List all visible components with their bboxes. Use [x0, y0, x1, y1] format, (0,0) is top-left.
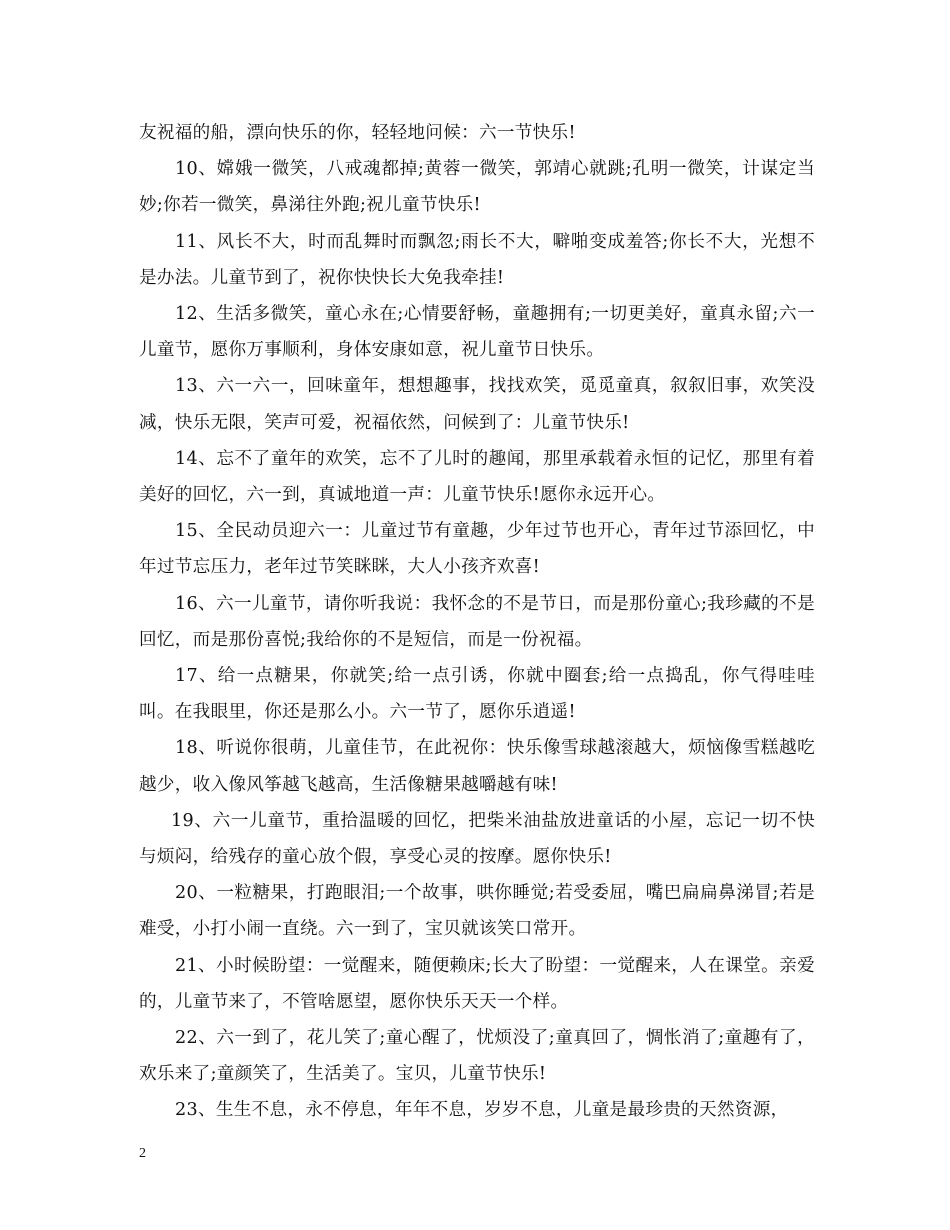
- paragraph-20: 20、一粒糖果，打跑眼泪;一个故事，哄你睡觉;若受委屈，嘴巴扁扁鼻涕冒;若是难受，小打小闹一直绕。六一到了，宝贝就该笑口常开。: [139, 883, 815, 940]
- paragraph-10: 10、嫦娥一微笑，八戒魂都掉;黄蓉一微笑，郭靖心就跳;孔明一微笑，计谋定当妙;你若一微笑，鼻涕往外跑;祝儿童节快乐!: [139, 159, 815, 216]
- paragraph-21: 21、小时候盼望：一觉醒来，随便赖床;长大了盼望：一觉醒来，人在课堂。亲爱的，儿童节来了，不管啥愿望，愿你快乐天天一个样。: [139, 955, 815, 1012]
- paragraph-12: 12、生活多微笑，童心永在;心情要舒畅，童趣拥有;一切更美好，童真永留;六一儿童节，愿你万事顺利，身体安康如意，祝儿童节日快乐。: [139, 304, 815, 361]
- paragraph-23: 23、生生不息，永不停息，年年不息，岁岁不息，儿童是最珍贵的天然资源，: [175, 1100, 789, 1121]
- paragraph-18: 18、听说你很萌，儿童佳节，在此祝你：快乐像雪球越滚越大，烦恼像雪糕越吃越少，收入像风筝越飞越高，生活像糖果越嚼越有味!: [139, 738, 815, 795]
- paragraph-15: 15、全民动员迎六一：儿童过节有童趣，少年过节也开心，青年过节添回忆，中年过节忘压力，老年过节笑眯眯，大人小孩齐欢喜!: [139, 521, 815, 578]
- paragraph-22: 22、六一到了，花儿笑了;童心醒了，忧烦没了;童真回了，惆怅消了;童趣有了，欢乐来了;童颜笑了，生活美了。宝贝，儿童节快乐!: [139, 1028, 815, 1085]
- paragraph-13: 13、六一六一，回味童年，想想趣事，找找欢笑，觅觅童真，叙叙旧事，欢笑没减，快乐无限，笑声可爱，祝福依然，问候到了：儿童节快乐!: [139, 376, 815, 433]
- paragraph-continuation: 友祝福的船，漂向快乐的你，轻轻地问候：六一节快乐!: [139, 123, 576, 143]
- paragraph-14: 14、忘不了童年的欢笑，忘不了儿时的趣闻，那里承载着永恒的记忆，那里有着美好的回忆，六一到，真诚地道一声：儿童节快乐!愿你永远开心。: [139, 448, 815, 506]
- document-body: [139, 115, 815, 1129]
- paragraph-11: 11、风长不大，时而乱舞时而飘忽;雨长不大，噼啪变成羞答;你长不大，光想不是办法。儿童节到了，祝你快快长大免我牵挂!: [139, 231, 815, 288]
- page-number: 2: [139, 1146, 146, 1161]
- paragraph-19: 19、六一儿童节，重拾温暖的回忆，把柴米油盐放进童话的小屋，忘记一切不快与烦闷，给残存的童心放个假，享受心灵的按摩。愿你快乐!: [139, 810, 815, 868]
- paragraph-17: 17、给一点糖果，你就笑;给一点引诱，你就中圈套;给一点捣乱，你气得哇哇叫。在我眼里，你还是那么小。六一节了，愿你乐逍遥!: [139, 666, 815, 723]
- paragraph-16: 16、六一儿童节，请你听我说：我怀念的不是节日，而是那份童心;我珍藏的不是回忆，而是那份喜悦;我给你的不是短信，而是一份祝福。: [139, 593, 815, 650]
